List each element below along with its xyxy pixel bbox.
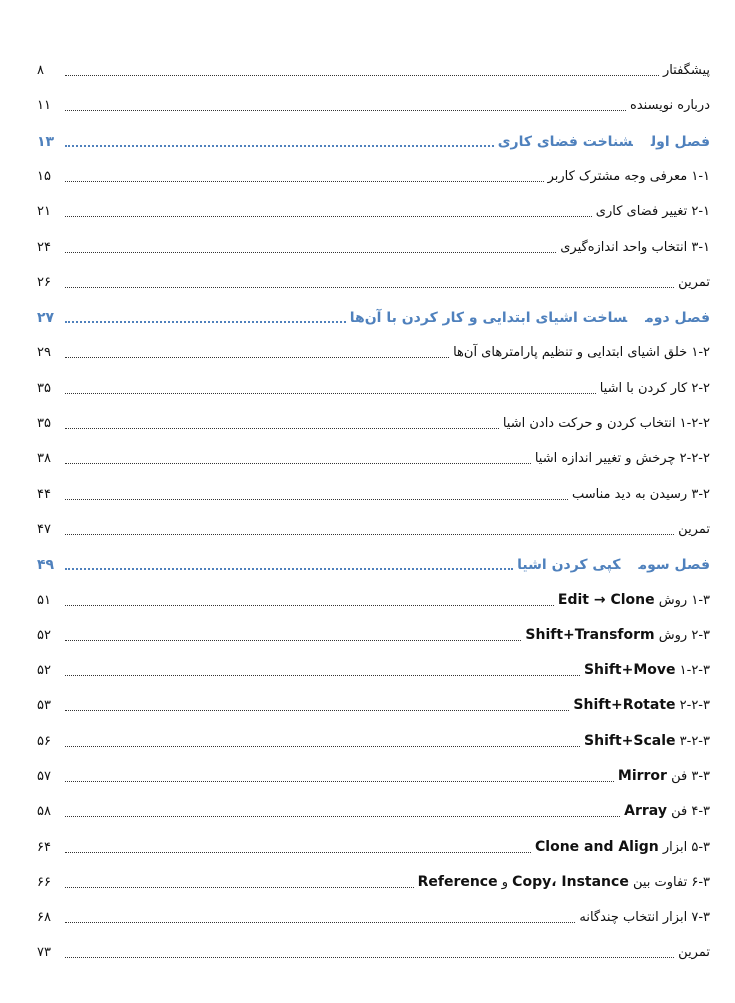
- toc-entry-row[interactable]: [37, 586, 710, 610]
- entry-conjunction: و: [501, 875, 509, 890]
- page-number: ۵۲: [37, 628, 51, 643]
- toc-entry-title: تمرین: [678, 945, 710, 960]
- toc-entry-row[interactable]: [37, 938, 710, 962]
- page-number: ۲۱: [37, 204, 51, 219]
- entry-prefix: ۲-۲-۳: [679, 698, 710, 713]
- toc-entry-title: [531, 838, 710, 857]
- entry-prefix: ۳-۲-۳: [679, 734, 710, 749]
- page-number: ۵۳: [37, 698, 51, 713]
- toc-entry-row[interactable]: [37, 374, 710, 398]
- dot-leader: [65, 534, 674, 535]
- toc-entry-title: [554, 591, 710, 610]
- toc-entry-title: [414, 873, 710, 892]
- toc-entry-title: تمرین: [678, 275, 710, 290]
- toc-entry-row[interactable]: [37, 762, 710, 786]
- toc-entry-title: ۷-۳ ابزار انتخاب چندگانه: [579, 910, 710, 925]
- page-number: ۴۴: [37, 487, 51, 502]
- toc-entry-row[interactable]: [37, 197, 710, 221]
- toc-entry-title: ۳-۲ رسیدن به دید مناسب: [572, 487, 710, 502]
- toc-entry-title: ۱-۲-۲ انتخاب کردن و حرکت دادن اشیا: [502, 416, 710, 431]
- toc-entry-row[interactable]: [37, 727, 710, 751]
- dot-leader: [65, 393, 596, 394]
- page-number: ۷۳: [37, 945, 51, 960]
- page-number: ۶۶: [37, 875, 51, 890]
- chapter-name: کپی کردن اشیا: [517, 557, 621, 573]
- toc-entry-title: ۱-۱ معرفی وجه مشترک کاربر: [547, 169, 710, 184]
- page-number: ۲۷: [37, 310, 55, 326]
- entry-prefix: ۳-۳ فن: [671, 769, 710, 784]
- entry-latin-term: Reference: [417, 874, 498, 890]
- dot-leader: [65, 463, 531, 464]
- chapter-heading: [346, 309, 710, 327]
- entry-prefix: ۶-۳ تفاوت بین: [632, 875, 710, 890]
- page-number: ۵۷: [37, 769, 51, 784]
- page-number: ۶۸: [37, 910, 51, 925]
- toc-entry-row[interactable]: [37, 691, 710, 715]
- dot-leader: [65, 252, 556, 253]
- dot-leader: [65, 357, 449, 358]
- page-number: ۱۱: [37, 98, 51, 113]
- toc-entry-title: ۱-۲ خلق اشیای ابتدایی و تنظیم پارامترهای آن‌ها: [453, 345, 710, 360]
- toc-entry-title: ۲-۱ تغییر فضای کاری: [595, 204, 710, 219]
- toc-entry-row[interactable]: [37, 621, 710, 645]
- entry-prefix: ۱-۳ روش: [658, 593, 710, 608]
- dot-leader: [65, 568, 513, 570]
- toc-entry-title: ۳-۱ انتخاب واحد اندازه‌گیری: [560, 240, 710, 255]
- toc-entry-title: [614, 767, 710, 786]
- page-number: ۳۵: [37, 381, 51, 396]
- entry-latin-term: Shift+Scale: [584, 733, 676, 749]
- toc-entry-title: [521, 626, 710, 645]
- page-number: ۲۹: [37, 345, 51, 360]
- toc-entry-row[interactable]: [37, 480, 710, 504]
- toc-entry-row[interactable]: [37, 268, 710, 292]
- entry-latin-term: Array: [624, 803, 667, 819]
- entry-prefix: ۱-۲-۳: [679, 663, 710, 678]
- dot-leader: [65, 75, 659, 76]
- toc-chapter-row[interactable]: [37, 303, 710, 327]
- page-number: ۲۴: [37, 240, 51, 255]
- chapter-label: فصل دوم: [645, 310, 710, 326]
- dot-leader: [65, 710, 569, 711]
- toc-entry-row[interactable]: [37, 162, 710, 186]
- page-number: ۵۸: [37, 804, 51, 819]
- dot-leader: [65, 781, 614, 782]
- dot-leader: [65, 816, 620, 817]
- page-number: ۸: [37, 63, 44, 78]
- entry-prefix: ۴-۳ فن: [671, 804, 710, 819]
- toc-entry-row[interactable]: [37, 797, 710, 821]
- dot-leader: [65, 110, 626, 111]
- dot-leader: [65, 887, 414, 888]
- toc-entry-title: [580, 732, 710, 751]
- dot-leader: [65, 605, 554, 606]
- entry-latin-term: Shift+Rotate: [573, 697, 676, 713]
- toc-entry-title: [580, 661, 710, 680]
- dot-leader: [65, 640, 521, 641]
- toc-entry-title: تمرین: [678, 522, 710, 537]
- page-number: ۲۶: [37, 275, 51, 290]
- dot-leader: [65, 852, 531, 853]
- toc-entry-title: [569, 696, 710, 715]
- chapter-label: فصل اول: [650, 134, 710, 150]
- page-number: ۳۵: [37, 416, 51, 431]
- toc-entry-row[interactable]: [37, 409, 710, 433]
- toc-entry-row[interactable]: [37, 338, 710, 362]
- page-number: ۱۳: [37, 134, 55, 150]
- entry-prefix: ۵-۳ ابزار: [662, 840, 710, 855]
- toc-entry-row[interactable]: [37, 903, 710, 927]
- toc-chapter-row[interactable]: [37, 550, 710, 574]
- entry-latin-term: Shift+Move: [583, 662, 676, 678]
- toc-entry-title: درباره نویسنده: [630, 98, 710, 113]
- toc-entry-row[interactable]: [37, 656, 710, 680]
- toc-entry-row[interactable]: [37, 91, 710, 115]
- entry-latin-term: Shift+Transform: [525, 627, 655, 643]
- chapter-heading: [494, 133, 710, 151]
- page-number: ۱۵: [37, 169, 51, 184]
- page-number: ۵۲: [37, 663, 51, 678]
- chapter-name: ساخت اشیای ابتدایی و کار کردن با آن‌ها: [349, 310, 628, 326]
- toc-entry-title: ۲-۲ کار کردن با اشیا: [599, 381, 710, 396]
- dot-leader: [65, 746, 580, 747]
- entry-latin-term: Mirror: [617, 768, 667, 784]
- dot-leader: [65, 499, 568, 500]
- chapter-label: فصل سوم: [638, 557, 710, 573]
- toc-chapter-row[interactable]: [37, 127, 710, 151]
- dot-leader: [65, 922, 575, 923]
- toc-entry-row[interactable]: [37, 515, 710, 539]
- toc-entry-row[interactable]: [37, 56, 710, 80]
- page-number: ۴۹: [37, 557, 55, 573]
- dot-leader: [65, 428, 499, 429]
- toc-entry-row[interactable]: [37, 233, 710, 257]
- dot-leader: [65, 675, 580, 676]
- dot-leader: [65, 957, 674, 958]
- page-number: ۶۴: [37, 840, 51, 855]
- page-number: ۳۸: [37, 451, 51, 466]
- dot-leader: [65, 216, 592, 217]
- toc-entry-row[interactable]: [37, 868, 710, 892]
- entry-latin-term: Copy، Instance: [512, 874, 629, 890]
- toc-entry-row[interactable]: [37, 833, 710, 857]
- entry-prefix: ۲-۳ روش: [658, 628, 710, 643]
- toc-entry-row[interactable]: [37, 444, 710, 468]
- page-number: ۵۱: [37, 593, 51, 608]
- chapter-heading: [513, 556, 710, 574]
- dot-leader: [65, 145, 494, 147]
- toc-entry-title: پیشگفتار: [662, 63, 710, 78]
- dot-leader: [65, 321, 346, 323]
- page-number: ۵۶: [37, 734, 51, 749]
- toc-entry-title: ۲-۲-۲ چرخش و تغییر اندازه اشیا: [534, 451, 710, 466]
- toc-entry-title: [620, 802, 710, 821]
- entry-latin-term: Edit → Clone: [557, 592, 655, 608]
- page-number: ۴۷: [37, 522, 51, 537]
- chapter-name: شناخت فضای کاری: [497, 134, 633, 150]
- entry-latin-term: Clone and Align: [535, 839, 659, 855]
- dot-leader: [65, 287, 674, 288]
- dot-leader: [65, 181, 544, 182]
